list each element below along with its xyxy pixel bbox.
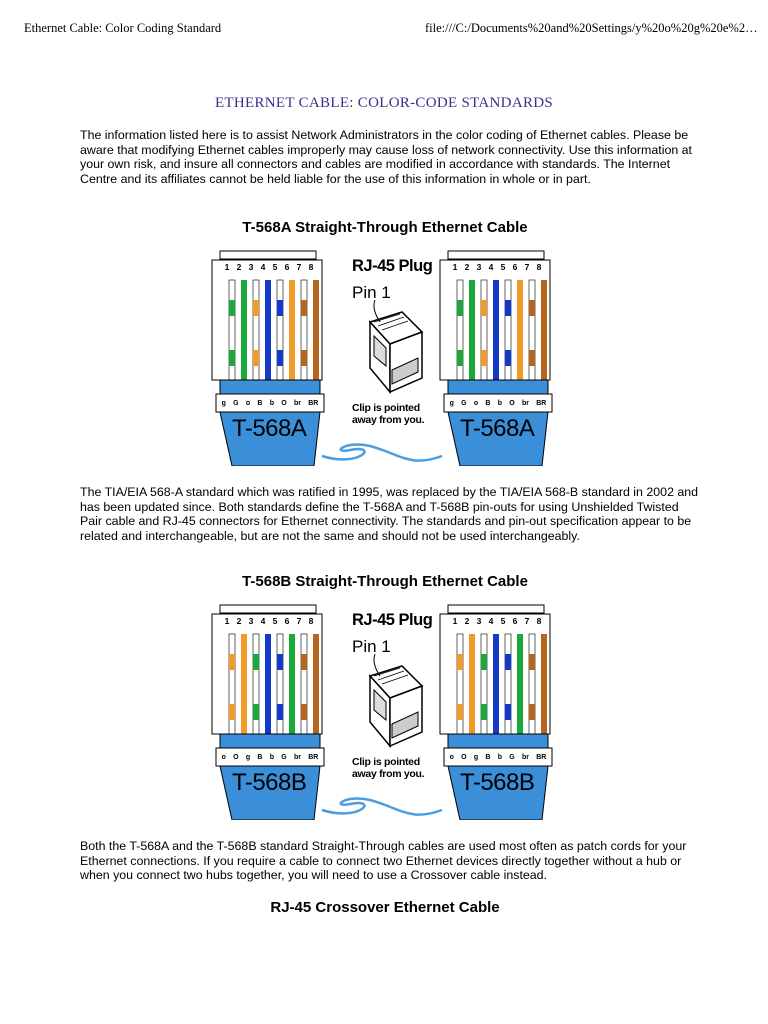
color-code: O [509, 400, 515, 407]
t568b-diagram [210, 604, 555, 820]
print-header [24, 21, 758, 37]
color-code: br [293, 754, 301, 761]
color-codes [446, 750, 550, 765]
pin-numbers [449, 262, 545, 272]
pin-number: 1 [452, 262, 458, 272]
color-code: B [257, 754, 263, 761]
color-code: BR [308, 754, 319, 761]
pin-number: 7 [524, 262, 530, 272]
color-code: BR [536, 400, 547, 407]
color-code: O [233, 754, 239, 761]
color-code: g [221, 400, 226, 407]
pin-number: 6 [284, 262, 290, 272]
pin-number: 8 [536, 262, 542, 272]
crossover-heading: RJ-45 Crossover Ethernet Cable [270, 899, 500, 916]
color-code: O [461, 754, 467, 761]
color-code: o [221, 754, 226, 761]
pin-number: 1 [224, 616, 230, 626]
t568a-diagram [210, 250, 555, 466]
t568a-right-connector [438, 250, 555, 466]
pin-number: 3 [476, 616, 482, 626]
color-code: O [281, 400, 287, 407]
print-header-title: Ethernet Cable: Color Coding Standard [24, 21, 222, 35]
crossover-intro-paragraph: Both the T-568A and the T-568B standard Straight-Through cables are used most often as patch cords for your Ethernet connections. If you require a cable to connect two Ethernet devices directly together without a hub or when you connect two hubs together, you will need to use a Crossover cable instead. [80, 839, 687, 883]
pin-number: 3 [248, 616, 254, 626]
pin1-label: Pin 1 [352, 637, 391, 656]
color-code: B [257, 400, 263, 407]
pin-number: 3 [248, 262, 254, 272]
pin-number: 8 [308, 262, 314, 272]
clip-note: Clip is pointed away from you. [352, 402, 425, 426]
pin-number: 2 [236, 616, 242, 626]
color-code: o [449, 754, 454, 761]
standard-label: T-568A [460, 415, 535, 442]
pin-number: 2 [464, 616, 470, 626]
pin-number: 1 [224, 262, 230, 272]
pin-number: 4 [260, 262, 266, 272]
pin-number: 8 [308, 616, 314, 626]
color-code: BR [536, 754, 547, 761]
pin-number: 6 [512, 616, 518, 626]
color-code: G [233, 400, 239, 407]
standard-label: T-568A [232, 415, 307, 442]
clip-note: Clip is pointed away from you. [352, 756, 425, 780]
pin-number: 1 [452, 616, 458, 626]
color-code: br [521, 400, 529, 407]
pin1-label: Pin 1 [352, 283, 391, 302]
pin-numbers [221, 616, 317, 626]
color-code: o [473, 400, 479, 407]
pin-number: 4 [488, 262, 494, 272]
pin-number: 5 [272, 262, 278, 272]
color-code: br [521, 754, 529, 761]
pin-number: 4 [488, 616, 494, 626]
pin-number: 7 [296, 616, 302, 626]
t568b-left-connector [210, 604, 327, 820]
color-codes [218, 750, 322, 765]
pin-number: 5 [500, 262, 506, 272]
color-code: B [485, 754, 491, 761]
pin-number: 7 [524, 616, 530, 626]
color-code: BR [308, 400, 319, 407]
pin-number: 5 [272, 616, 278, 626]
rj45-plug-title: RJ-45 Plug [352, 257, 433, 275]
pin-number: 8 [536, 616, 542, 626]
pin-number: 6 [284, 616, 290, 626]
pin-number: 4 [260, 616, 266, 626]
color-code: b [269, 754, 274, 761]
color-code: G [509, 754, 515, 761]
standards-paragraph: The TIA/EIA 568-A standard which was ratified in 1995, was replaced by the TIA/EIA 568-B standard in 2002 and has been updated since. Both standards define the T-568A and T-568B pin-outs for using Unshielded Twisted Pair cable and RJ-45 connectors for Ethernet connectivity. The standards and pin-out specification appear to be related and interchangeable, but are not the same and should not be used interchangeably. [80, 485, 699, 543]
color-code: g [449, 400, 454, 407]
pin-number: 6 [512, 262, 518, 272]
t568a-left-connector [210, 250, 327, 466]
pin-numbers [449, 616, 545, 626]
rj45-plug-icon [370, 666, 422, 746]
print-header-url: file:///C:/Documents%20and%20Settings/y%20o%20g%20e%2… [425, 21, 758, 35]
pin-number: 7 [296, 262, 302, 272]
color-code: G [281, 754, 287, 761]
color-codes [218, 396, 322, 411]
color-code: g [473, 754, 479, 761]
t568a-heading: T-568A Straight-Through Ethernet Cable [242, 219, 528, 236]
t568b-right-connector [438, 604, 555, 820]
pin-number: 3 [476, 262, 482, 272]
color-codes [446, 396, 550, 411]
color-code: g [245, 754, 251, 761]
rj45-plug-title: RJ-45 Plug [352, 611, 433, 629]
color-code: br [293, 400, 301, 407]
pin-number: 2 [464, 262, 470, 272]
cable-loop [322, 444, 442, 460]
color-code: b [269, 400, 274, 407]
pin-number: 5 [500, 616, 506, 626]
color-code: b [497, 400, 502, 407]
t568b-heading: T-568B Straight-Through Ethernet Cable [242, 573, 528, 590]
color-code: b [497, 754, 502, 761]
color-code: o [245, 400, 251, 407]
color-code: B [485, 400, 491, 407]
color-code: G [461, 400, 467, 407]
pin-number: 2 [236, 262, 242, 272]
standard-label: T-568B [232, 769, 307, 796]
document-title: ETHERNET CABLE: COLOR-CODE STANDARDS [214, 95, 554, 111]
pin-numbers [221, 262, 317, 272]
standard-label: T-568B [460, 769, 535, 796]
intro-paragraph: The information listed here is to assist Network Administrators in the color coding of Ethernet cables. Please be aware that modifying Ethernet cables improperly may cause loss of network connectivity. Use this information at your own risk, and insure all connectors and cables are modified in accordance with standards. The Internet Centre and its affiliates cannot be held liable for the use of this information in whole or in part. [80, 128, 693, 186]
rj45-plug-icon [370, 312, 422, 392]
cable-loop [322, 798, 442, 814]
